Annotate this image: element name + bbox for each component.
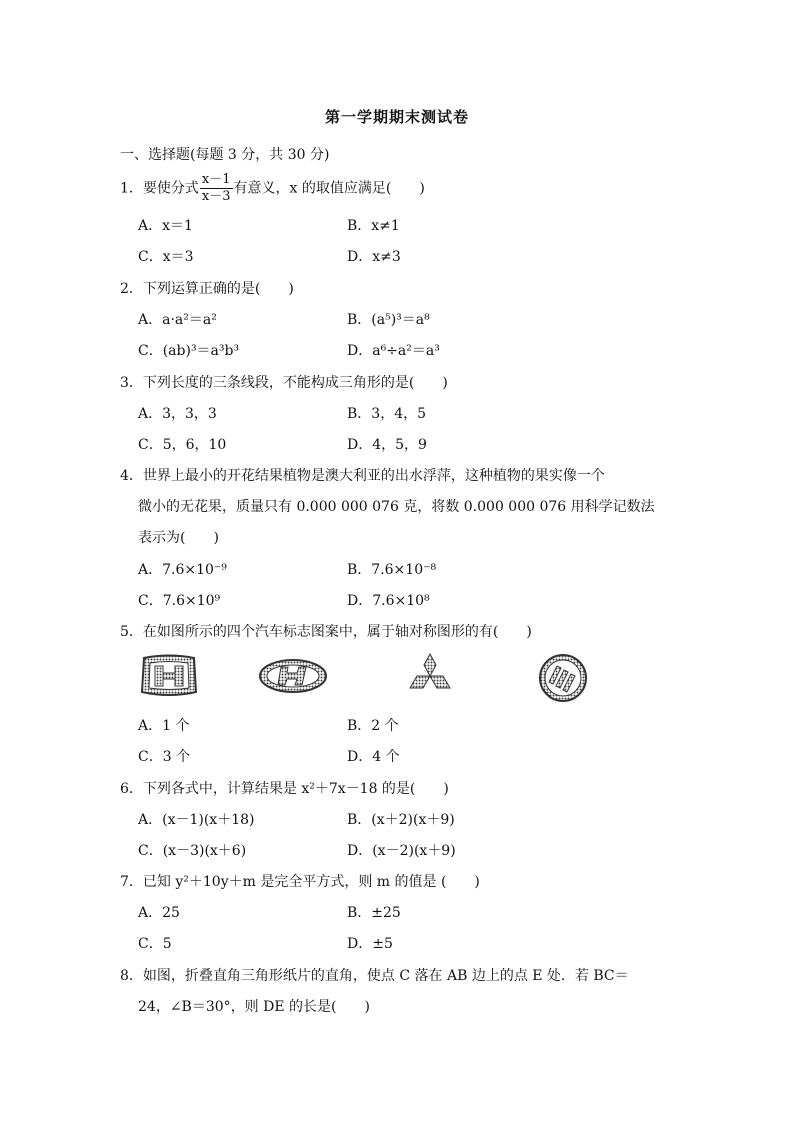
q1-option-c: C．x＝3: [138, 249, 194, 265]
honda-logo-icon: [138, 652, 200, 700]
page-title: 第一学期期末测试卷: [324, 108, 469, 126]
q6-option-d: D．(x－2)(x＋9): [347, 843, 456, 859]
q4-option-a: A．7.6×10⁻⁹: [138, 562, 227, 578]
q1-option-a: A．x＝1: [138, 218, 193, 234]
buick-logo-icon: [537, 652, 589, 704]
fraction: [200, 172, 233, 205]
q6-option-a: A．(x－1)(x＋18): [138, 812, 255, 828]
q3-option-d: D．4，5，9: [347, 437, 427, 453]
q7-option-b: B．±25: [347, 905, 401, 921]
q7-option-a: A．25: [138, 905, 180, 921]
q1-option-d: D．x≠3: [347, 249, 401, 265]
question-5: 5．在如图所示的四个汽车标志图案中，属于轴对称图形的有( ): [120, 624, 532, 640]
q3-option-b: B．3，4，5: [347, 406, 427, 422]
q5-option-c: C．3 个: [138, 749, 191, 765]
question-6: 6．下列各式中，计算结果是 x²＋7x－18 的是( ): [120, 781, 449, 797]
question-1-post: 有意义，x 的取值应满足( ): [233, 180, 425, 197]
q7-option-d: D．±5: [347, 936, 393, 952]
q4-option-d: D．7.6×10⁸: [347, 593, 430, 609]
question-1-pre: 1．要使分式: [120, 180, 199, 197]
q3-option-c: C．5，6，10: [138, 437, 227, 453]
q2-option-c: C．(ab)³＝a³b³: [138, 343, 240, 359]
section-heading: 一、选择题(每题 3 分，共 30 分): [120, 147, 330, 163]
q6-option-b: B．(x＋2)(x＋9): [347, 812, 455, 828]
question-2: 2．下列运算正确的是( ): [120, 281, 294, 297]
question-4-line-2: 微小的无花果，质量只有 0.000 000 076 克，将数 0.000 000 076 用科学记数法: [138, 499, 655, 515]
fraction-numerator: x－1: [201, 172, 231, 187]
q2-option-b: B．(a⁵)³＝a⁸: [347, 312, 430, 328]
question-7: 7．已知 y²＋10y＋m 是完全平方式，则 m 的值是 ( ): [120, 874, 480, 890]
question-8-line-2: 24，∠B＝30°，则 DE 的长是( ): [138, 999, 370, 1015]
question-8-line-1: 8．如图，折叠直角三角形纸片的直角，使点 C 落在 AB 边上的点 E 处．若 BC＝: [120, 968, 629, 984]
q1-option-b: B．x≠1: [347, 218, 400, 234]
question-1: [120, 172, 425, 205]
question-4-line-3: 表示为( ): [138, 530, 219, 546]
q5-option-b: B．2 个: [347, 718, 399, 734]
q4-option-c: C．7.6×10⁹: [138, 593, 221, 609]
q5-option-d: D．4 个: [347, 749, 400, 765]
q6-option-c: C．(x－3)(x＋6): [138, 843, 247, 859]
question-4-line-1: 4．世界上最小的开花结果植物是澳大利亚的出水浮萍，这种植物的果实像一个: [120, 468, 605, 484]
q3-option-a: A．3，3，3: [138, 406, 217, 422]
q7-option-c: C．5: [138, 936, 172, 952]
mitsubishi-logo-icon: [403, 652, 457, 700]
q4-option-b: B．7.6×10⁻⁸: [347, 562, 437, 578]
question-3: 3．下列长度的三条线段，不能构成三角形的是( ): [120, 375, 448, 391]
hyundai-logo-icon: [257, 652, 329, 700]
q2-option-a: A．a·a²＝a²: [138, 312, 217, 328]
fraction-denominator: x－3: [201, 189, 231, 204]
q5-option-a: A．1 个: [138, 718, 190, 734]
q2-option-d: D．a⁶÷a²＝a³: [347, 343, 440, 359]
